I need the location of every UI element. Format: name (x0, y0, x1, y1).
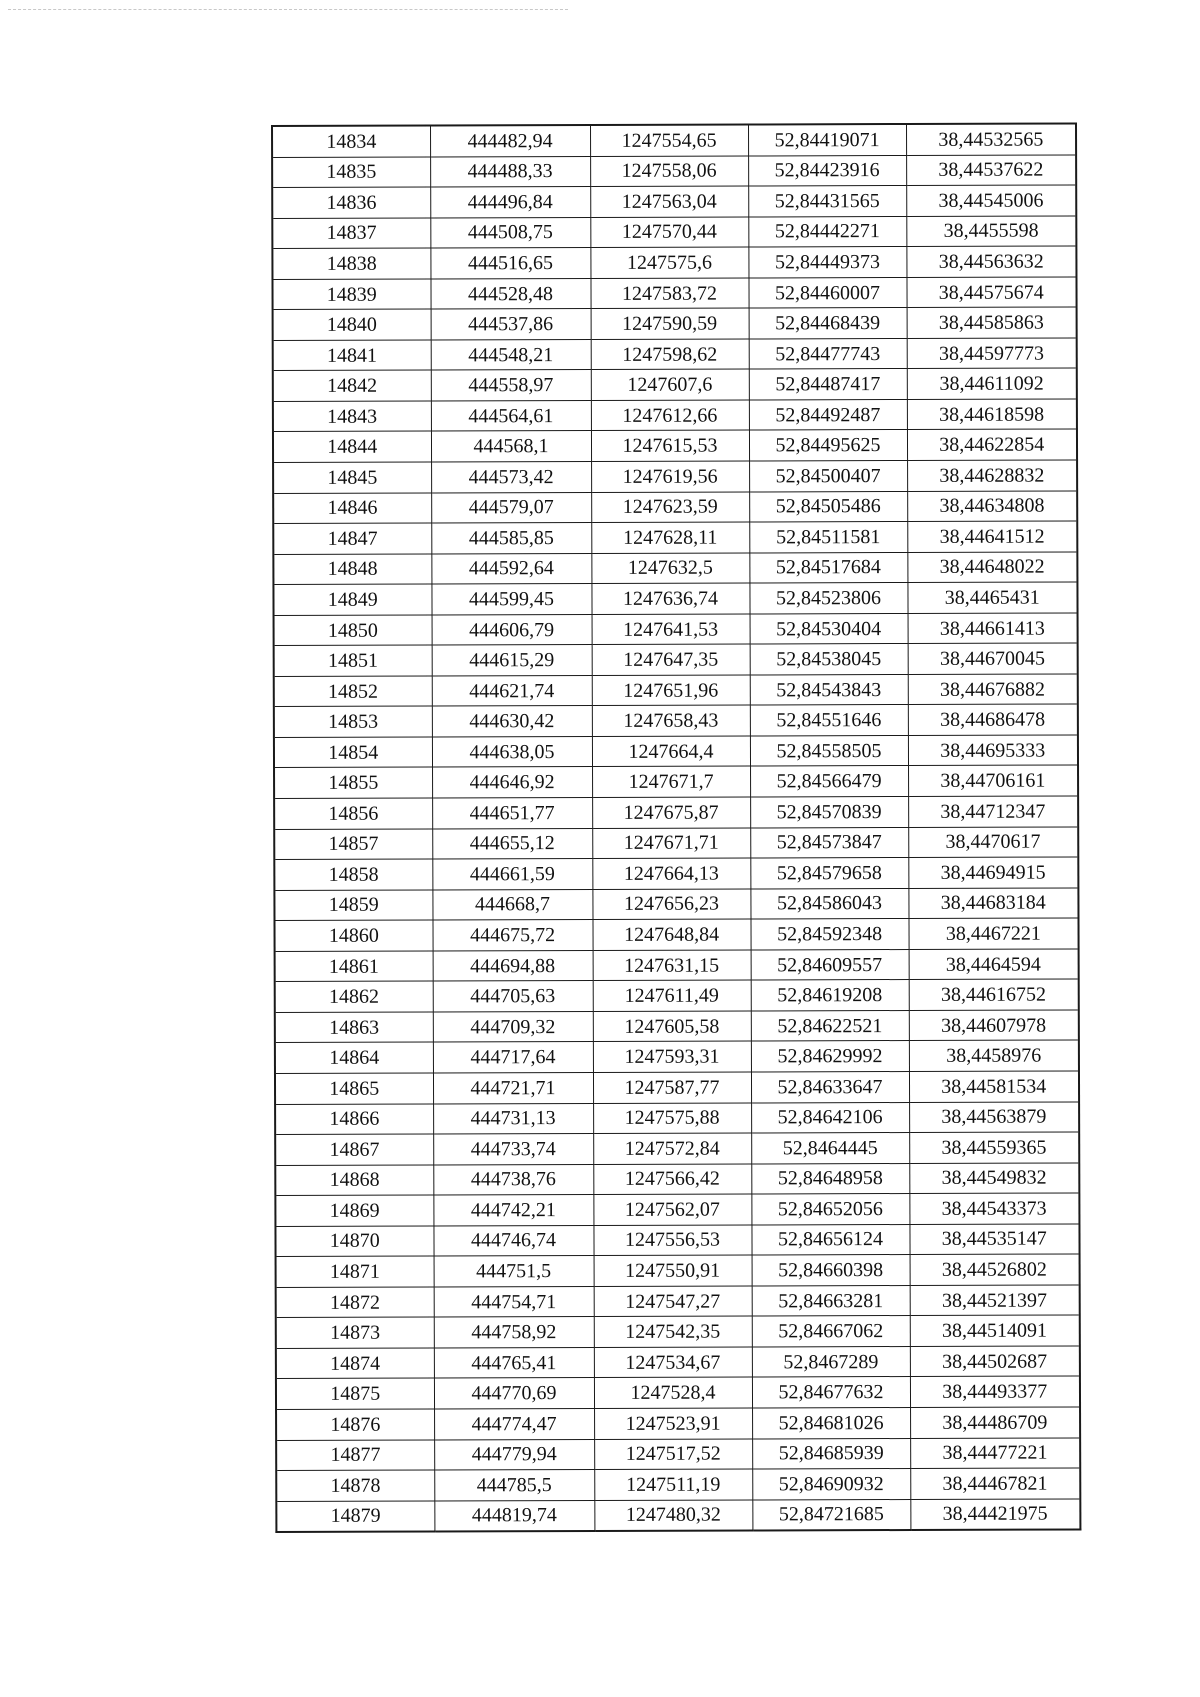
point-number-cell: 14865 (275, 1073, 433, 1104)
table-row (274, 888, 1078, 921)
point-number-cell: 14851 (274, 645, 432, 676)
latitude-cell: 52,84652056 (751, 1194, 909, 1225)
latitude-cell: 52,84660398 (752, 1255, 910, 1286)
longitude-cell: 38,44611092 (907, 368, 1077, 399)
point-number-cell: 14877 (276, 1440, 434, 1471)
x-coordinate-cell: 444779,94 (434, 1439, 594, 1470)
longitude-cell: 38,4465431 (907, 582, 1077, 613)
table-row (274, 704, 1078, 737)
table-row (273, 491, 1077, 524)
x-coordinate-cell: 444721,71 (433, 1072, 593, 1103)
latitude-cell: 52,84500407 (749, 461, 907, 492)
table-row (276, 1346, 1080, 1379)
x-coordinate-cell: 444537,86 (431, 309, 591, 340)
latitude-cell: 52,84468439 (749, 308, 907, 339)
x-coordinate-cell: 444770,69 (434, 1378, 594, 1409)
table-row (272, 155, 1076, 188)
point-number-cell: 14845 (273, 462, 431, 493)
point-number-cell: 14875 (276, 1378, 434, 1409)
point-number-cell: 14839 (272, 279, 430, 310)
point-number-cell: 14843 (273, 401, 431, 432)
latitude-cell: 52,84609557 (751, 949, 909, 980)
longitude-cell: 38,44661413 (908, 613, 1078, 644)
y-coordinate-cell: 1247631,15 (593, 950, 751, 981)
y-coordinate-cell: 1247511,19 (594, 1469, 752, 1500)
y-coordinate-cell: 1247641,53 (592, 614, 750, 645)
latitude-cell: 52,84477743 (749, 338, 907, 369)
longitude-cell: 38,44563632 (906, 246, 1076, 277)
table-row (274, 613, 1078, 646)
table-row (272, 216, 1076, 249)
longitude-cell: 38,44607978 (909, 1010, 1079, 1041)
table-row (274, 674, 1078, 707)
y-coordinate-cell: 1247556,53 (593, 1225, 751, 1256)
longitude-cell: 38,44535147 (909, 1224, 1079, 1255)
x-coordinate-cell: 444558,97 (431, 370, 591, 401)
point-number-cell: 14834 (272, 126, 430, 158)
x-coordinate-cell: 444651,77 (432, 798, 592, 829)
y-coordinate-cell: 1247647,35 (592, 644, 750, 675)
latitude-cell: 52,84419071 (748, 124, 906, 156)
latitude-cell: 52,84517684 (749, 552, 907, 583)
longitude-cell: 38,44421975 (910, 1499, 1080, 1531)
latitude-cell: 52,84505486 (749, 491, 907, 522)
y-coordinate-cell: 1247598,62 (591, 339, 749, 370)
y-coordinate-cell: 1247636,74 (591, 583, 749, 614)
table-row (276, 1437, 1080, 1470)
x-coordinate-cell: 444758,92 (434, 1317, 594, 1348)
latitude-cell: 52,84586043 (750, 888, 908, 919)
longitude-cell: 38,44683184 (908, 888, 1078, 919)
x-coordinate-cell: 444709,32 (433, 1011, 593, 1042)
x-coordinate-cell: 444579,07 (431, 492, 591, 523)
y-coordinate-cell: 1247583,72 (590, 278, 748, 309)
y-coordinate-cell: 1247558,06 (590, 156, 748, 187)
y-coordinate-cell: 1247547,27 (594, 1286, 752, 1317)
table-row (275, 1071, 1079, 1104)
point-number-cell: 14864 (275, 1042, 433, 1073)
latitude-cell: 52,84656124 (751, 1224, 909, 1255)
point-number-cell: 14838 (272, 248, 430, 279)
latitude-cell: 52,84449373 (748, 247, 906, 278)
table-row (276, 1376, 1080, 1409)
x-coordinate-cell: 444568,1 (431, 431, 591, 462)
latitude-cell: 52,84551646 (750, 705, 908, 736)
x-coordinate-cell: 444508,75 (430, 217, 590, 248)
longitude-cell: 38,44575674 (906, 277, 1076, 308)
point-number-cell: 14868 (275, 1165, 433, 1196)
y-coordinate-cell: 1247675,87 (592, 797, 750, 828)
y-coordinate-cell: 1247562,07 (593, 1194, 751, 1225)
longitude-cell: 38,44521397 (910, 1285, 1080, 1316)
latitude-cell: 52,84523806 (749, 583, 907, 614)
table-row (274, 796, 1078, 829)
point-number-cell: 14866 (275, 1103, 433, 1134)
table-row (276, 1468, 1080, 1501)
y-coordinate-cell: 1247570,44 (590, 217, 748, 248)
latitude-cell: 52,8467289 (752, 1346, 910, 1377)
x-coordinate-cell: 444638,05 (432, 736, 592, 767)
latitude-cell: 52,84543843 (750, 674, 908, 705)
point-number-cell: 14874 (276, 1348, 434, 1379)
latitude-cell: 52,84487417 (749, 369, 907, 400)
longitude-cell: 38,44526802 (910, 1254, 1080, 1285)
table-row (275, 949, 1079, 982)
longitude-cell: 38,44712347 (908, 796, 1078, 827)
latitude-cell: 52,84566479 (750, 766, 908, 797)
latitude-cell: 52,84663281 (752, 1285, 910, 1316)
point-number-cell: 14849 (273, 584, 431, 615)
longitude-cell: 38,44694915 (908, 857, 1078, 888)
latitude-cell: 52,84495625 (749, 430, 907, 461)
point-number-cell: 14841 (273, 340, 431, 371)
x-coordinate-cell: 444754,71 (434, 1286, 594, 1317)
longitude-cell: 38,44563879 (909, 1101, 1079, 1132)
table-row (273, 460, 1077, 493)
y-coordinate-cell: 1247572,84 (593, 1133, 751, 1164)
latitude-cell: 52,84492487 (749, 399, 907, 430)
longitude-cell: 38,44514091 (910, 1315, 1080, 1346)
latitude-cell: 52,84629992 (751, 1041, 909, 1072)
table-row (274, 918, 1078, 951)
point-number-cell: 14852 (274, 676, 432, 707)
longitude-cell: 38,44706161 (908, 765, 1078, 796)
table-row (276, 1499, 1080, 1533)
x-coordinate-cell: 444482,94 (430, 125, 590, 157)
y-coordinate-cell: 1247611,49 (593, 980, 751, 1011)
longitude-cell: 38,44532565 (906, 123, 1076, 155)
x-coordinate-cell: 444765,41 (434, 1347, 594, 1378)
longitude-cell: 38,44585863 (907, 307, 1077, 338)
table-row (275, 979, 1079, 1012)
y-coordinate-cell: 1247612,66 (591, 400, 749, 431)
x-coordinate-cell: 444774,47 (434, 1408, 594, 1439)
y-coordinate-cell: 1247615,53 (591, 430, 749, 461)
longitude-cell: 38,44543373 (909, 1193, 1079, 1224)
table-row (275, 1040, 1079, 1073)
latitude-cell: 52,84558505 (750, 735, 908, 766)
table-row (272, 123, 1076, 157)
y-coordinate-cell: 1247517,52 (594, 1439, 752, 1470)
table-row (273, 521, 1077, 554)
longitude-cell: 38,44648022 (907, 552, 1077, 583)
point-number-cell: 14872 (276, 1287, 434, 1318)
table-row (273, 368, 1077, 401)
point-number-cell: 14855 (274, 767, 432, 798)
x-coordinate-cell: 444742,21 (433, 1195, 593, 1226)
longitude-cell: 38,44695333 (908, 735, 1078, 766)
latitude-cell: 52,84431565 (748, 186, 906, 217)
latitude-cell: 52,84592348 (750, 919, 908, 950)
x-coordinate-cell: 444751,5 (434, 1256, 594, 1287)
y-coordinate-cell: 1247605,58 (593, 1011, 751, 1042)
y-coordinate-cell: 1247523,91 (594, 1408, 752, 1439)
table-row (275, 1224, 1079, 1257)
coordinates-table (271, 122, 1081, 1533)
longitude-cell: 38,44686478 (908, 704, 1078, 735)
y-coordinate-cell: 1247671,7 (592, 766, 750, 797)
longitude-cell: 38,44549832 (909, 1163, 1079, 1194)
table-row (276, 1407, 1080, 1440)
point-number-cell: 14860 (274, 920, 432, 951)
y-coordinate-cell: 1247566,42 (593, 1164, 751, 1195)
table-row (272, 277, 1076, 310)
y-coordinate-cell: 1247590,59 (591, 308, 749, 339)
latitude-cell: 52,84460007 (748, 277, 906, 308)
latitude-cell: 52,84690932 (752, 1469, 910, 1500)
y-coordinate-cell: 1247534,67 (594, 1347, 752, 1378)
table-row (275, 1010, 1079, 1043)
y-coordinate-cell: 1247664,13 (592, 858, 750, 889)
x-coordinate-cell: 444705,63 (433, 981, 593, 1012)
table-row (273, 399, 1077, 432)
table-row (272, 185, 1076, 218)
longitude-cell: 38,4470617 (908, 827, 1078, 858)
coordinates-table-body (272, 123, 1080, 1532)
point-number-cell: 14873 (276, 1317, 434, 1348)
table-row (276, 1285, 1080, 1318)
x-coordinate-cell: 444488,33 (430, 156, 590, 187)
point-number-cell: 14869 (275, 1195, 433, 1226)
x-coordinate-cell: 444573,42 (431, 462, 591, 493)
x-coordinate-cell: 444661,59 (432, 859, 592, 890)
latitude-cell: 52,84442271 (748, 216, 906, 247)
x-coordinate-cell: 444606,79 (432, 614, 592, 645)
latitude-cell: 52,84511581 (749, 522, 907, 553)
longitude-cell: 38,44486709 (910, 1407, 1080, 1438)
longitude-cell: 38,44618598 (907, 399, 1077, 430)
longitude-cell: 38,44628832 (907, 460, 1077, 491)
latitude-cell: 52,84530404 (750, 613, 908, 644)
point-number-cell: 14876 (276, 1409, 434, 1440)
x-coordinate-cell: 444585,85 (431, 523, 591, 554)
longitude-cell: 38,44559365 (909, 1132, 1079, 1163)
table-row (274, 643, 1078, 676)
y-coordinate-cell: 1247575,6 (590, 247, 748, 278)
latitude-cell: 52,84619208 (751, 980, 909, 1011)
table-row (275, 1193, 1079, 1226)
y-coordinate-cell: 1247623,59 (591, 492, 749, 523)
table-row (273, 338, 1077, 371)
x-coordinate-cell: 444675,72 (432, 920, 592, 951)
y-coordinate-cell: 1247651,96 (592, 675, 750, 706)
table-row (274, 857, 1078, 890)
point-number-cell: 14858 (274, 859, 432, 890)
x-coordinate-cell: 444646,92 (432, 767, 592, 798)
longitude-cell: 38,44502687 (910, 1346, 1080, 1377)
y-coordinate-cell: 1247619,56 (591, 461, 749, 492)
point-number-cell: 14848 (273, 554, 431, 585)
y-coordinate-cell: 1247480,32 (594, 1500, 752, 1532)
latitude-cell: 52,84685939 (752, 1438, 910, 1469)
y-coordinate-cell: 1247656,23 (592, 889, 750, 920)
x-coordinate-cell: 444496,84 (430, 187, 590, 218)
y-coordinate-cell: 1247628,11 (591, 522, 749, 553)
point-number-cell: 14857 (274, 829, 432, 860)
scan-artifact-line (8, 9, 568, 10)
latitude-cell: 52,8464445 (751, 1133, 909, 1164)
table-row (276, 1315, 1080, 1348)
y-coordinate-cell: 1247607,6 (591, 369, 749, 400)
latitude-cell: 52,84633647 (751, 1071, 909, 1102)
longitude-cell: 38,44616752 (909, 979, 1079, 1010)
y-coordinate-cell: 1247550,91 (594, 1255, 752, 1286)
table-row (272, 246, 1076, 279)
table-row (274, 827, 1078, 860)
point-number-cell: 14850 (274, 615, 432, 646)
y-coordinate-cell: 1247632,5 (591, 553, 749, 584)
point-number-cell: 14835 (272, 157, 430, 188)
y-coordinate-cell: 1247528,4 (594, 1377, 752, 1408)
longitude-cell: 38,44477221 (910, 1437, 1080, 1468)
y-coordinate-cell: 1247593,31 (593, 1041, 751, 1072)
point-number-cell: 14846 (273, 493, 431, 524)
longitude-cell: 38,44676882 (908, 674, 1078, 705)
latitude-cell: 52,84667062 (752, 1316, 910, 1347)
x-coordinate-cell: 444819,74 (434, 1500, 594, 1532)
longitude-cell: 38,44641512 (907, 521, 1077, 552)
table-row (275, 1163, 1079, 1196)
x-coordinate-cell: 444599,45 (431, 584, 591, 615)
longitude-cell: 38,44670045 (908, 643, 1078, 674)
point-number-cell: 14878 (276, 1470, 434, 1501)
y-coordinate-cell: 1247563,04 (590, 186, 748, 217)
table-row (273, 307, 1077, 340)
longitude-cell: 38,44493377 (910, 1376, 1080, 1407)
longitude-cell: 38,44622854 (907, 429, 1077, 460)
x-coordinate-cell: 444733,74 (433, 1134, 593, 1165)
latitude-cell: 52,84570839 (750, 797, 908, 828)
point-number-cell: 14861 (275, 951, 433, 982)
x-coordinate-cell: 444548,21 (431, 339, 591, 370)
x-coordinate-cell: 444668,7 (432, 889, 592, 920)
x-coordinate-cell: 444717,64 (433, 1042, 593, 1073)
point-number-cell: 14853 (274, 706, 432, 737)
point-number-cell: 14854 (274, 737, 432, 768)
point-number-cell: 14842 (273, 370, 431, 401)
x-coordinate-cell: 444615,29 (432, 645, 592, 676)
y-coordinate-cell: 1247575,88 (593, 1102, 751, 1133)
point-number-cell: 14844 (273, 431, 431, 462)
point-number-cell: 14859 (274, 890, 432, 921)
point-number-cell: 14837 (272, 218, 430, 249)
latitude-cell: 52,84648958 (751, 1163, 909, 1194)
x-coordinate-cell: 444630,42 (432, 706, 592, 737)
point-number-cell: 14879 (276, 1501, 434, 1533)
table-row (276, 1254, 1080, 1287)
x-coordinate-cell: 444785,5 (434, 1470, 594, 1501)
latitude-cell: 52,84677632 (752, 1377, 910, 1408)
x-coordinate-cell: 444564,61 (431, 400, 591, 431)
longitude-cell: 38,44545006 (906, 185, 1076, 216)
point-number-cell: 14840 (273, 309, 431, 340)
latitude-cell: 52,84721685 (752, 1499, 910, 1531)
table-row (275, 1132, 1079, 1165)
latitude-cell: 52,84423916 (748, 155, 906, 186)
point-number-cell: 14871 (276, 1256, 434, 1287)
point-number-cell: 14863 (275, 1012, 433, 1043)
longitude-cell: 38,4458976 (909, 1040, 1079, 1071)
longitude-cell: 38,44467821 (910, 1468, 1080, 1499)
point-number-cell: 14867 (275, 1134, 433, 1165)
table-row (274, 765, 1078, 798)
y-coordinate-cell: 1247658,43 (592, 705, 750, 736)
latitude-cell: 52,84622521 (751, 1010, 909, 1041)
longitude-cell: 38,44597773 (907, 338, 1077, 369)
point-number-cell: 14870 (275, 1226, 433, 1257)
longitude-cell: 38,4464594 (909, 949, 1079, 980)
y-coordinate-cell: 1247664,4 (592, 736, 750, 767)
latitude-cell: 52,84538045 (750, 644, 908, 675)
latitude-cell: 52,84579658 (750, 858, 908, 889)
table-row (275, 1101, 1079, 1134)
table-row (273, 582, 1077, 615)
x-coordinate-cell: 444694,88 (433, 950, 593, 981)
longitude-cell: 38,44581534 (909, 1071, 1079, 1102)
longitude-cell: 38,44537622 (906, 155, 1076, 186)
x-coordinate-cell: 444621,74 (432, 675, 592, 706)
latitude-cell: 52,84573847 (750, 827, 908, 858)
longitude-cell: 38,44634808 (907, 491, 1077, 522)
x-coordinate-cell: 444746,74 (433, 1225, 593, 1256)
x-coordinate-cell: 444738,76 (433, 1164, 593, 1195)
y-coordinate-cell: 1247587,77 (593, 1072, 751, 1103)
y-coordinate-cell: 1247671,71 (592, 828, 750, 859)
latitude-cell: 52,84681026 (752, 1407, 910, 1438)
x-coordinate-cell: 444731,13 (433, 1103, 593, 1134)
latitude-cell: 52,84642106 (751, 1102, 909, 1133)
y-coordinate-cell: 1247648,84 (592, 919, 750, 950)
point-number-cell: 14836 (272, 187, 430, 218)
table-row (273, 552, 1077, 585)
table-row (273, 429, 1077, 462)
x-coordinate-cell: 444528,48 (430, 278, 590, 309)
table-row (274, 735, 1078, 768)
x-coordinate-cell: 444516,65 (430, 248, 590, 279)
longitude-cell: 38,4467221 (908, 918, 1078, 949)
x-coordinate-cell: 444592,64 (431, 553, 591, 584)
x-coordinate-cell: 444655,12 (432, 828, 592, 859)
y-coordinate-cell: 1247554,65 (590, 125, 748, 157)
longitude-cell: 38,4455598 (906, 216, 1076, 247)
y-coordinate-cell: 1247542,35 (594, 1316, 752, 1347)
point-number-cell: 14856 (274, 798, 432, 829)
point-number-cell: 14847 (273, 523, 431, 554)
point-number-cell: 14862 (275, 981, 433, 1012)
